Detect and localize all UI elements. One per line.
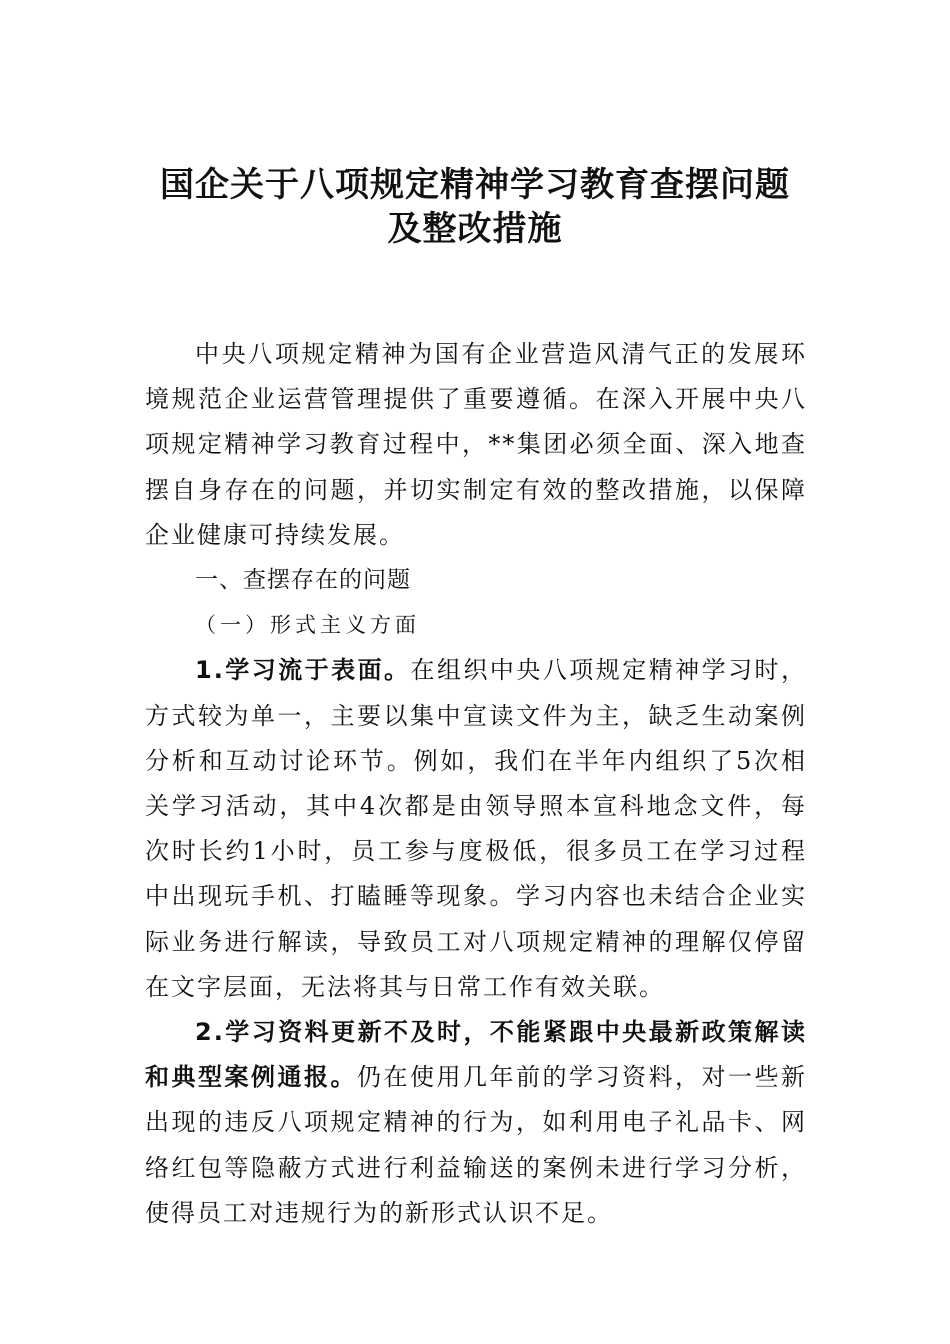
item-1-lead: 1.学习流于表面。 (195, 656, 411, 685)
document-title-line-2: 及整改措施 (387, 209, 563, 249)
item-1-text: 在组织中央八项规定精神学习时，方式较为单一，主要以集中宣读文件为主，缺乏生动案例分析和互动讨论环节。例如，我们在半年内组织了5次相关学习活动，其中4次都是由领导照本宣科地念文件，每次时长约1小时，员工参与度极低，很多员工在学习过程中出现玩手机、打瞌睡等现象。学习内容也未结合企业实际业务进行解读，导致员工对八项规定精神的理解仅停留在文字层面，无法将其与日常工作有效关联。 (145, 656, 807, 1001)
item-1-paragraph (145, 648, 807, 1010)
item-2-lead: 2.学习资料更新不及时，不能紧跟中央最新政策解读和典型案例通报。 (145, 1018, 807, 1092)
item-2-paragraph (145, 1010, 807, 1236)
document-title-line-1: 国企关于八项规定精神学习教育查摆问题 (160, 165, 790, 205)
item-2-text: 仍在使用几年前的学习资料，对一些新出现的违反八项规定精神的行为，如利用电子礼品卡、网络红包等隐蔽方式进行利益输送的案例未进行学习分析，使得员工对违规行为的新形式认识不足。 (145, 1063, 807, 1227)
section-heading-problems: 一、查摆存在的问题 (195, 567, 411, 594)
document-body (145, 332, 807, 1236)
intro-paragraph: 中央八项规定精神为国有企业营造风清气正的发展环境规范企业运营管理提供了重要遵循。在深入开展中央八项规定精神学习教育过程中，**集团必须全面、深入地查摆自身存在的问题，并切实制定有效的整改措施，以保障企业健康可持续发展。 (145, 340, 807, 549)
subsection-heading-formalism: （一）形式主义方面 (195, 613, 420, 638)
